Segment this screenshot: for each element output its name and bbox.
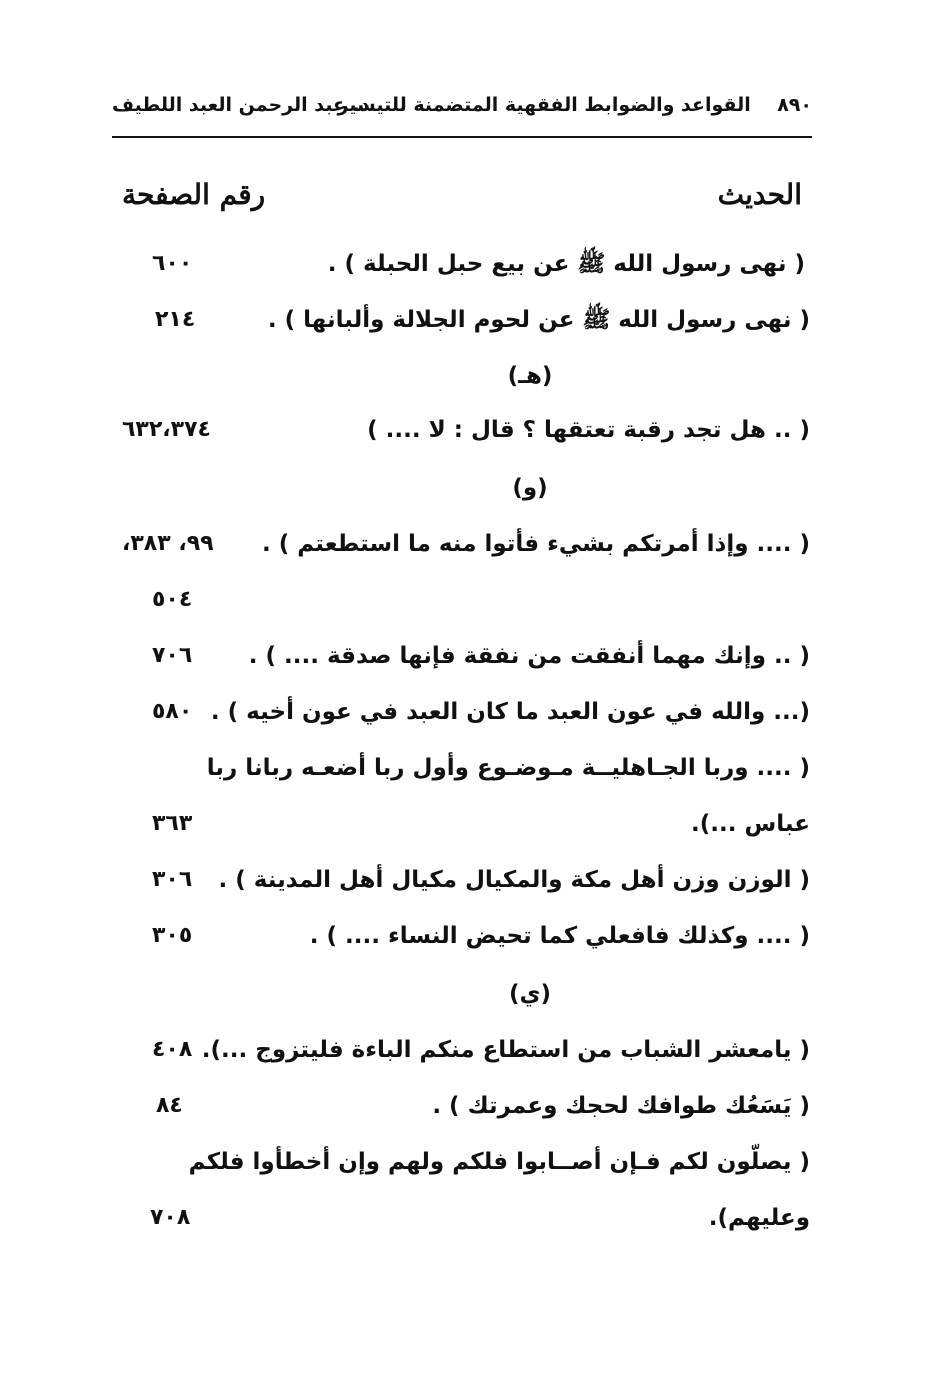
- index-row: [0, 1086, 950, 1126]
- author-name: د. عبد الرحمن العبد اللطيف: [112, 94, 370, 116]
- hadith-text: ( يامعشر الشباب من استطاع منكم الباءة فليتزوج ...).: [201, 1037, 810, 1063]
- hadith-text: عباس ...).: [691, 811, 810, 837]
- page-number: ٨٩٠: [777, 94, 812, 116]
- page-ref: ٢١٤: [155, 307, 196, 332]
- page-ref: ٣٠٦: [152, 867, 193, 892]
- index-row: [0, 1198, 950, 1238]
- hadith-text: ( نهى رسول الله ﷺ عن لحوم الجلالة وألبانها ) .: [267, 307, 810, 333]
- index-row: [0, 244, 950, 284]
- index-row: [0, 524, 950, 564]
- page-ref: ٣٠٥: [152, 923, 193, 948]
- hadith-text: ( .... وربا الجـاهليــة مـوضـوع وأول ربا أضعـه ربانا ربا: [206, 755, 810, 781]
- index-row: [0, 636, 950, 676]
- page-ref: ٥٨٠: [152, 699, 193, 724]
- hadith-column-title: الحديث: [717, 178, 802, 211]
- header-rule: [112, 136, 812, 138]
- index-row: [0, 410, 950, 450]
- section-letter: (هـ): [507, 363, 553, 389]
- header-title-group: [337, 88, 812, 122]
- index-row: [0, 804, 950, 844]
- page-ref: ٧٠٨: [150, 1205, 191, 1230]
- index-row: [0, 1030, 950, 1070]
- index-row: [0, 692, 950, 732]
- hadith-text: ( .. وإنك مهما أنفقت من نفقة فإنها صدقة .... ) .: [248, 643, 810, 669]
- book-title: القواعد والضوابط الفقهية المتضمنة للتيسير: [337, 94, 751, 116]
- section-letter: (ي): [508, 981, 552, 1007]
- page-ref: ٥٠٤: [152, 587, 193, 612]
- hadith-text: ( .. هل تجد رقبة تعتقها ؟ قال : لا .... ): [367, 417, 810, 443]
- index-row: [0, 1142, 950, 1182]
- page-ref: ٩٩، ٣٨٣،: [122, 531, 214, 556]
- hadith-text: ( .... وإذا أمرتكم بشيء فأتوا منه ما استطعتم ) .: [262, 531, 810, 557]
- index-row: [0, 748, 950, 788]
- hadith-text: وعليهم).: [708, 1205, 810, 1231]
- page-ref: ٨٤: [156, 1093, 183, 1118]
- hadith-text: ( .... وكذلك فافعلي كما تحيض النساء .... ) .: [309, 923, 810, 949]
- hadith-text: ( نهى رسول الله ﷺ عن بيع حبل الحبلة ) .: [327, 251, 805, 277]
- index-row: [0, 300, 950, 340]
- section-letter: (و): [512, 475, 548, 501]
- running-header: [112, 88, 812, 122]
- page-ref: ٣٦٣: [152, 811, 193, 836]
- page-ref: ٦٠٠: [152, 251, 193, 276]
- hadith-text: (... والله في عون العبد ما كان العبد في عون أخيه ) .: [210, 699, 810, 725]
- page-ref: ٦٣٢،٣٧٤: [122, 417, 211, 442]
- page-ref: ٤٠٨: [152, 1037, 193, 1062]
- index-row: [0, 580, 950, 620]
- index-row: [0, 860, 950, 900]
- page-column-title: رقم الصفحة: [122, 178, 266, 211]
- hadith-text: ( الوزن وزن أهل مكة والمكيال مكيال أهل المدينة ) .: [218, 867, 810, 893]
- hadith-text: ( يصلّون لكم فـإن أصــابوا فلكم ولهم وإن أخطأوا فلكم: [188, 1149, 810, 1175]
- hadith-text: ( يَسَعُك طوافك لحجك وعمرتك ) .: [432, 1093, 810, 1119]
- page-ref: ٧٠٦: [152, 643, 193, 668]
- index-row: [0, 916, 950, 956]
